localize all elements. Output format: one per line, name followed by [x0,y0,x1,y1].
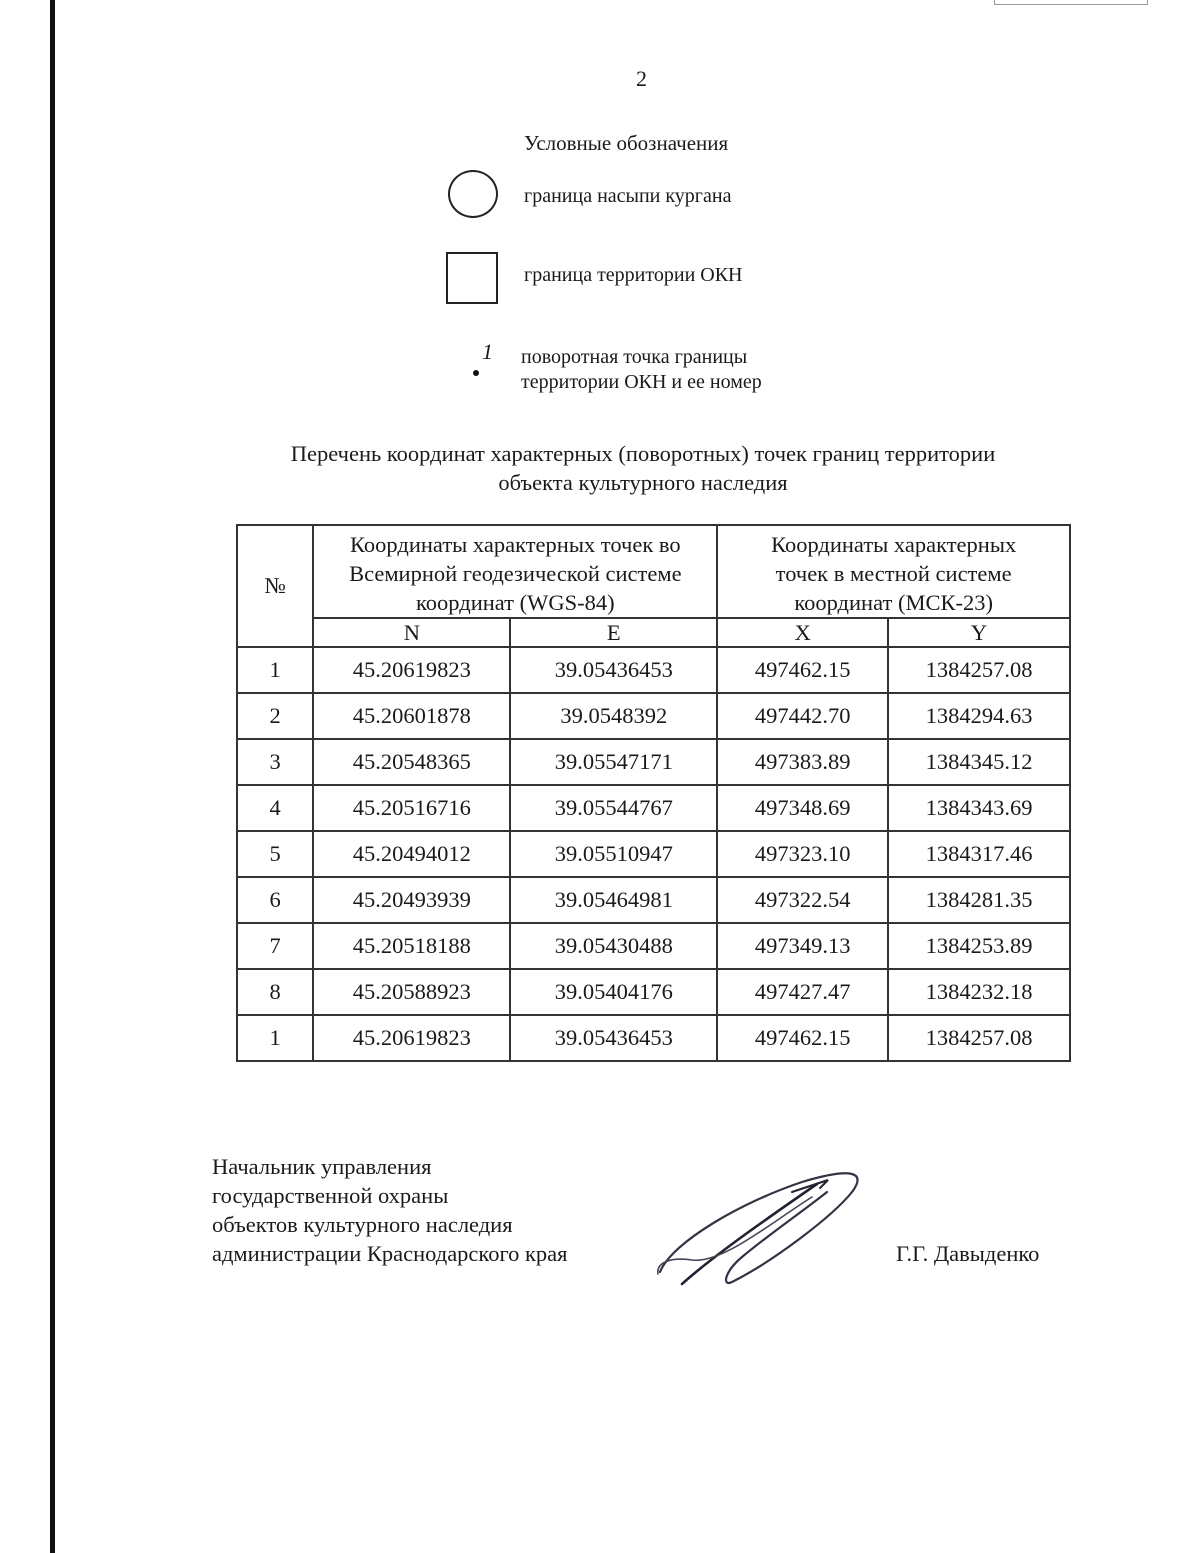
cell-e: 39.05510947 [510,831,717,877]
cell-x: 497322.54 [717,877,888,923]
cell-e: 39.05547171 [510,739,717,785]
signatory-line2: государственной охраны [212,1183,449,1208]
cell-y: 1384343.69 [888,785,1070,831]
point-number: 1 [482,339,493,364]
scan-left-edge [50,0,55,1553]
table-row [237,647,1070,693]
header-wgs84 [313,525,717,618]
header-msk23-line1: Координаты характерных [771,532,1017,557]
cell-e: 39.05430488 [510,923,717,969]
header-msk23-line2: точек в местной системе [775,561,1012,586]
caption-line2: объекта культурного наследия [498,470,788,495]
cell-e: 39.05464981 [510,877,717,923]
caption-line1: Перечень координат характерных (поворотных) точек границ территории [290,441,996,466]
legend-label-point-line1: поворотная точка границы [521,346,748,368]
cell-num: 3 [237,739,313,785]
cell-x: 497348.69 [717,785,888,831]
cell-y: 1384253.89 [888,923,1070,969]
handwritten-signature [652,1162,867,1292]
subheader-e: E [510,618,717,647]
cell-e: 39.05544767 [510,785,717,831]
cell-e: 39.0548392 [510,693,717,739]
table-row [237,969,1070,1015]
cell-n: 45.20518188 [313,923,510,969]
table-row [237,1015,1070,1061]
table-row [237,739,1070,785]
cell-y: 1384317.46 [888,831,1070,877]
subheader-n: N [313,618,510,647]
cell-x: 497383.89 [717,739,888,785]
cell-y: 1384281.35 [888,877,1070,923]
cell-num: 1 [237,647,313,693]
cell-y: 1384257.08 [888,647,1070,693]
table-caption [230,439,1056,497]
cell-e: 39.05404176 [510,969,717,1015]
cell-x: 497462.15 [717,1015,888,1061]
cell-y: 1384232.18 [888,969,1070,1015]
header-msk23 [717,525,1070,618]
table-row [237,831,1070,877]
subheader-y: Y [888,618,1070,647]
legend-label-point-line2: территории ОКН и ее номер [521,371,762,393]
signatory-line1: Начальник управления [212,1154,432,1179]
cell-y: 1384294.63 [888,693,1070,739]
cell-num: 4 [237,785,313,831]
cell-n: 45.20601878 [313,693,510,739]
header-wgs84-line3: координат (WGS-84) [416,590,615,615]
header-wgs84-line2: Всемирной геодезической системе [349,561,682,586]
coordinates-table [236,524,1071,1062]
signer-name: Г.Г. Давыденко [896,1241,1040,1266]
cell-y: 1384345.12 [888,739,1070,785]
square-outline-icon [446,252,498,304]
table-row [237,923,1070,969]
cell-n: 45.20494012 [313,831,510,877]
cell-e: 39.05436453 [510,1015,717,1061]
legend-title: Условные обозначения [524,131,729,155]
page-number: 2 [636,66,647,91]
cell-n: 45.20548365 [313,739,510,785]
scan-top-mark [994,0,1148,5]
signatory-line4: администрации Краснодарского края [212,1241,568,1266]
table-row [237,693,1070,739]
signatory-line3: объектов культурного наследия [212,1212,513,1237]
table-row [237,785,1070,831]
cell-num: 7 [237,923,313,969]
legend-label-point [521,345,762,395]
cell-num: 5 [237,831,313,877]
signatory-title [212,1152,568,1268]
cell-num: 2 [237,693,313,739]
point-marker-icon [470,339,494,379]
cell-n: 45.20493939 [313,877,510,923]
header-number: № [237,525,313,647]
circle-outline-icon [448,170,498,218]
legend-label-mound: граница насыпи кургана [524,185,732,207]
header-msk23-line3: координат (МСК-23) [794,590,993,615]
legend-label-territory: граница территории ОКН [524,264,743,286]
cell-num: 1 [237,1015,313,1061]
cell-e: 39.05436453 [510,647,717,693]
cell-x: 497427.47 [717,969,888,1015]
table-row [237,877,1070,923]
cell-x: 497462.15 [717,647,888,693]
cell-x: 497323.10 [717,831,888,877]
cell-num: 8 [237,969,313,1015]
cell-x: 497349.13 [717,923,888,969]
cell-n: 45.20516716 [313,785,510,831]
subheader-x: X [717,618,888,647]
cell-x: 497442.70 [717,693,888,739]
header-wgs84-line1: Координаты характерных точек во [350,532,681,557]
cell-n: 45.20588923 [313,969,510,1015]
cell-n: 45.20619823 [313,1015,510,1061]
cell-num: 6 [237,877,313,923]
point-dot [473,370,479,376]
cell-y: 1384257.08 [888,1015,1070,1061]
cell-n: 45.20619823 [313,647,510,693]
